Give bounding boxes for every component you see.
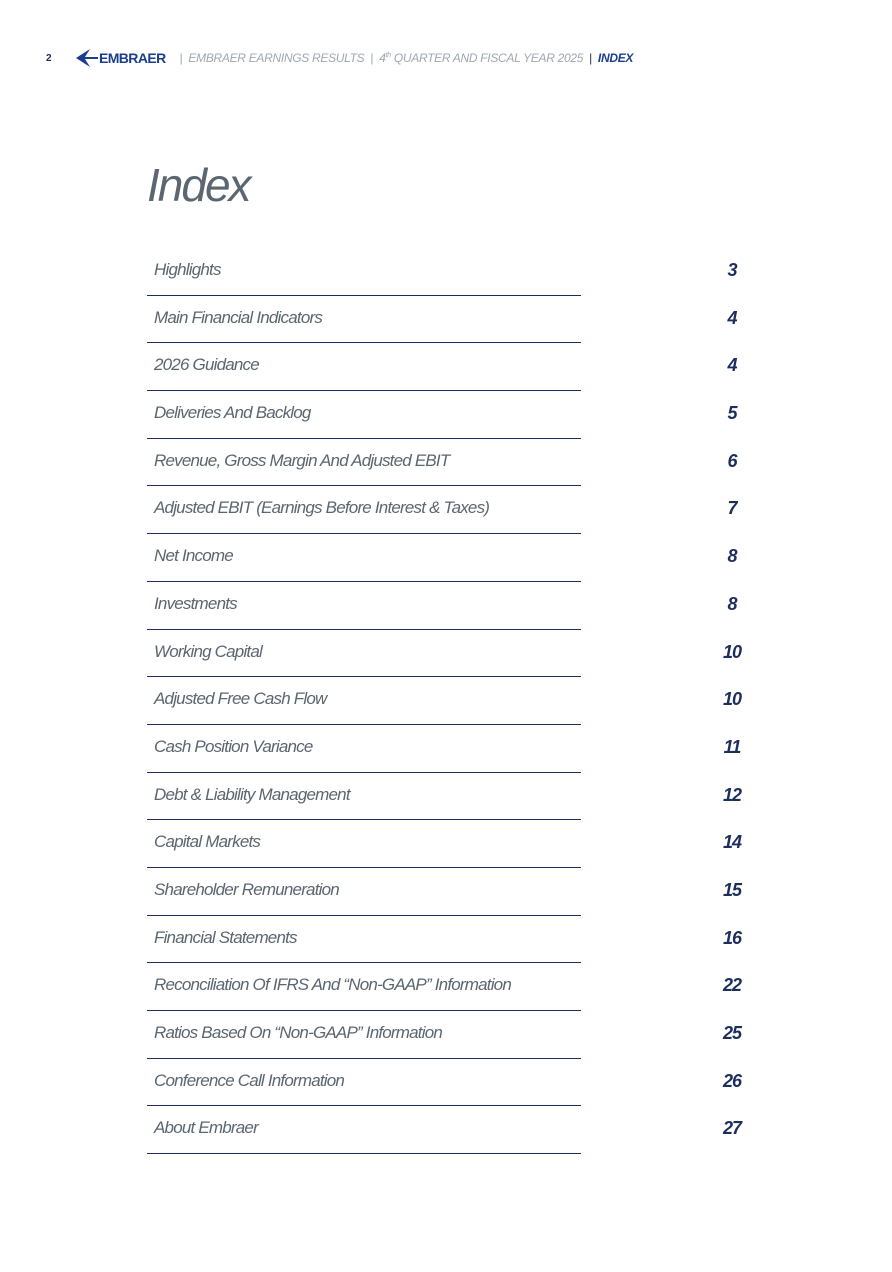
embraer-wing-icon: [76, 48, 98, 68]
toc-entry-label: Debt & Liability Management: [154, 784, 350, 804]
toc-entry[interactable]: [147, 630, 747, 678]
toc-entry[interactable]: [147, 1106, 747, 1154]
toc-entry-label: About Embraer: [154, 1118, 258, 1138]
header-separator: |: [589, 51, 592, 65]
period-suffix: th: [385, 52, 391, 59]
toc-entry[interactable]: [147, 916, 747, 964]
toc-entry-label: Conference Call Information: [154, 1070, 345, 1090]
toc-entry-page-number: 16: [722, 927, 742, 948]
toc-entry-page-number: 25: [722, 1023, 742, 1043]
toc-entry[interactable]: [147, 1011, 747, 1059]
current-section: INDEX: [597, 51, 634, 65]
toc-entry-label: Deliveries And Backlog: [154, 403, 311, 423]
page-number: 2: [46, 52, 52, 64]
toc-entry-label: Ratios Based On “Non-GAAP” Information: [154, 1023, 443, 1042]
toc-entry-label: Working Capital: [154, 641, 262, 661]
embraer-logo: [76, 48, 166, 68]
toc-entry-page-number: 14: [722, 832, 742, 853]
toc-divider: [147, 1153, 581, 1154]
toc-entry-label: Investments: [154, 593, 237, 613]
toc-entry-page-number: 11: [723, 736, 741, 757]
toc-entry-page-number: 10: [722, 641, 742, 662]
toc-entry-page-number: 4: [727, 355, 737, 376]
header-separator: |: [370, 51, 374, 65]
toc-entry-page-number: 8: [727, 593, 737, 614]
toc-entry-label: Highlights: [154, 260, 221, 279]
toc-entry-page-number: 6: [727, 450, 737, 471]
toc-entry-page-number: 4: [727, 307, 737, 328]
toc-entry-label: Reconciliation Of IFRS And “Non-GAAP” Information: [154, 975, 511, 995]
report-period: [379, 51, 583, 65]
toc-entry-page-number: 5: [727, 403, 737, 424]
toc-entry-page-number: 27: [722, 1118, 742, 1139]
toc-entry[interactable]: [147, 820, 747, 868]
toc-entry-page-number: 26: [722, 1070, 742, 1091]
period-number: 4: [379, 51, 386, 65]
toc-entry-label: Financial Statements: [154, 927, 297, 947]
toc-entry-label: Net Income: [154, 546, 233, 566]
toc-entry[interactable]: [147, 248, 747, 296]
toc-entry-label: Capital Markets: [154, 832, 261, 852]
page-header: [46, 48, 633, 68]
period-text: QUARTER AND FISCAL YEAR 2025: [390, 51, 584, 65]
toc-entry[interactable]: [147, 439, 747, 487]
report-name: EMBRAER EARNINGS RESULTS: [188, 51, 365, 65]
toc-entry-page-number: 10: [722, 689, 742, 710]
toc-entry-label: 2026 Guidance: [154, 355, 259, 375]
table-of-contents: [147, 248, 747, 1154]
toc-entry[interactable]: [147, 963, 747, 1011]
toc-entry-page-number: 3: [727, 260, 737, 280]
toc-entry[interactable]: [147, 677, 747, 725]
toc-entry-label: Shareholder Remuneration: [154, 879, 339, 899]
toc-entry-label: Main Financial Indicators: [154, 307, 323, 327]
toc-entry[interactable]: [147, 296, 747, 344]
page-title: Index: [147, 159, 250, 211]
toc-entry[interactable]: [147, 343, 747, 391]
toc-entry[interactable]: [147, 391, 747, 439]
toc-entry-label: Cash Position Variance: [154, 736, 313, 756]
toc-entry-page-number: 22: [722, 975, 742, 996]
toc-entry-page-number: 8: [727, 546, 737, 567]
toc-entry[interactable]: [147, 773, 747, 821]
toc-entry[interactable]: [147, 582, 747, 630]
toc-entry-page-number: 7: [727, 498, 737, 519]
toc-entry[interactable]: [147, 868, 747, 916]
toc-entry[interactable]: [147, 486, 747, 534]
toc-entry-page-number: 12: [722, 784, 742, 805]
toc-entry-label: Adjusted EBIT (Earnings Before Interest & Taxes): [154, 498, 490, 518]
toc-entry[interactable]: [147, 725, 747, 773]
toc-entry[interactable]: [147, 534, 747, 582]
toc-entry-label: Adjusted Free Cash Flow: [154, 689, 327, 709]
toc-entry-label: Revenue, Gross Margin And Adjusted EBIT: [154, 450, 450, 470]
toc-entry[interactable]: [147, 1059, 747, 1107]
brand-name: EMBRAER: [99, 50, 166, 66]
header-separator: |: [179, 51, 183, 65]
toc-entry-page-number: 15: [722, 879, 742, 900]
